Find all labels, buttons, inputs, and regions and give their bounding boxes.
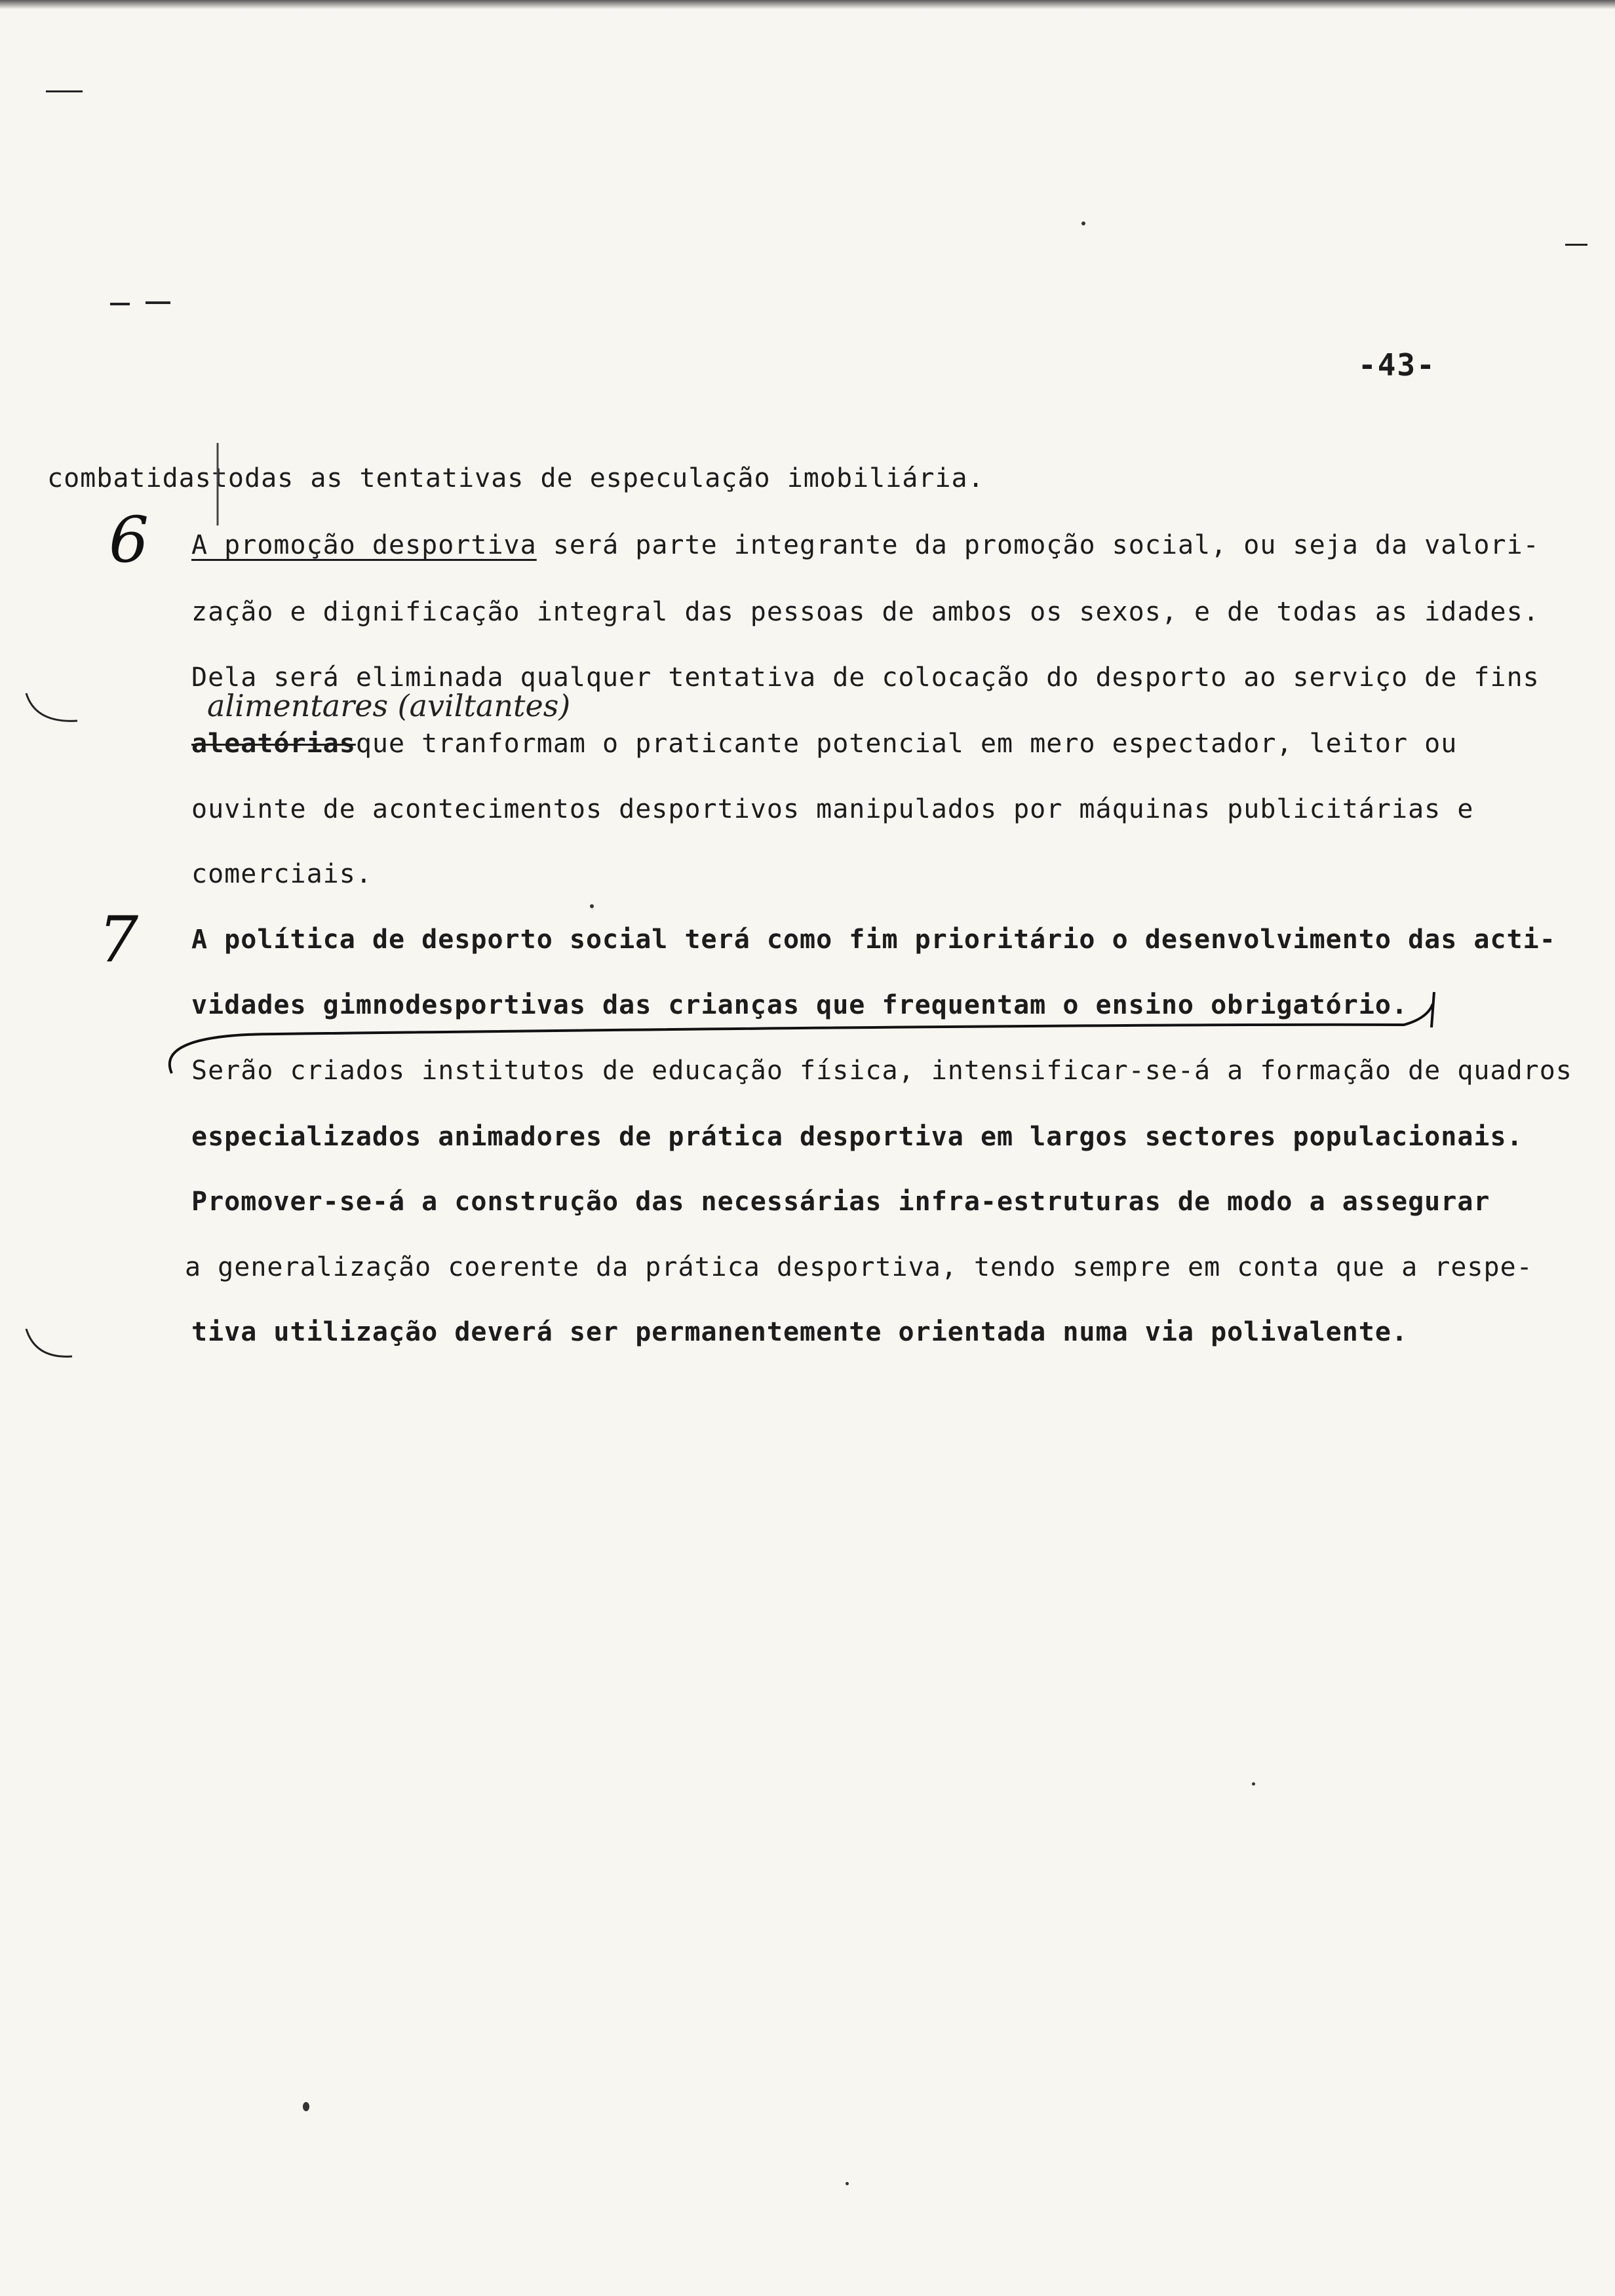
text-line: aleatóriasque tranformam o praticante potencial em mero espectador, leitor ou: [191, 729, 1458, 759]
scan-speck: [846, 2182, 849, 2185]
text-line: vidades gimnodesportivas das crianças que frequentam o ensino obrigatório.: [191, 990, 1409, 1020]
text-line: A promoção desportiva será parte integrante da promoção social, ou seja da valori-: [191, 530, 1540, 560]
text-line: Promover-se-á a construção das necessárias infra-estruturas de modo a assegurar: [191, 1187, 1490, 1217]
handwritten-close-mark: [1431, 992, 1434, 1027]
text-line: Dela será eliminada qualquer tentativa de colocação do desporto ao serviço de fins: [191, 662, 1540, 693]
margin-bracket-mark: [26, 1329, 72, 1356]
scan-mark: [1565, 244, 1587, 246]
text-line: A política de desporto social terá como fim prioritário o desenvolvimento das acti-: [191, 925, 1556, 955]
scan-speck: [303, 2102, 309, 2111]
text-line: a generalização coerente da prática desportiva, tendo sempre em conta que a respe-: [185, 1252, 1533, 1282]
text-line: zação e dignificação integral das pessoas de ambos os sexos, e de todas as idades.: [191, 597, 1540, 627]
scan-speck: [1081, 221, 1085, 225]
scan-top-shadow: [0, 0, 1615, 9]
struck-word: aleatórias: [191, 729, 356, 759]
handwritten-correction: alimentares (aviltantes): [207, 688, 571, 723]
margin-bracket-mark: [26, 693, 77, 721]
scan-speck: [1252, 1782, 1255, 1786]
page-number: -43-: [1358, 347, 1436, 383]
text-line: combatidastodas as tentativas de especulação imobiliária.: [47, 463, 984, 493]
text-line: Serão criados institutos de educação física, intensificar-se-á a formação de quadros: [191, 1056, 1572, 1086]
handwritten-paragraph-number-7: 7: [98, 903, 139, 976]
scan-mark: [46, 90, 83, 92]
text-line: tiva utilização deverá ser permanentemente orientada numa via polivalente.: [191, 1317, 1409, 1347]
scan-mark: [110, 303, 130, 305]
text-line: especializados animadores de prática desportiva em largos sectores populacionais.: [191, 1122, 1523, 1152]
handwritten-paragraph-number-6: 6: [109, 503, 149, 577]
scan-speck: [590, 904, 594, 908]
underlined-phrase: A promoção desportiva: [191, 530, 537, 560]
scan-mark: [146, 301, 170, 304]
text-line: comerciais.: [191, 859, 372, 889]
text-line: ouvinte de acontecimentos desportivos manipulados por máquinas publicitárias e: [191, 794, 1474, 824]
